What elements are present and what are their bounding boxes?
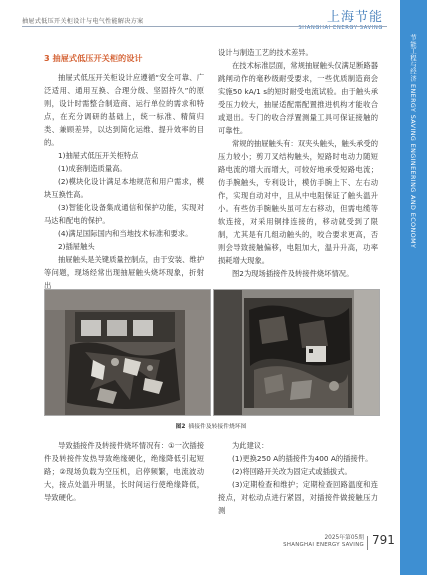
list-item: (4)满足国际国内和当地技术标准和要求。 xyxy=(58,229,193,238)
figure-number: 图2 xyxy=(175,424,186,430)
footer-divider xyxy=(367,536,368,550)
right-column-top xyxy=(218,46,378,280)
page-number: 791 xyxy=(372,533,395,547)
subheading: 1)抽屉式低压开关柜特点 xyxy=(58,151,139,160)
header-rule xyxy=(22,26,387,27)
section-title: 3 抽屉式低压开关柜的设计 xyxy=(44,53,143,63)
brand-name-en: SHANGHAI ENERGY SAVING xyxy=(298,25,383,31)
paragraph: 常规的抽屉触头有：双夹头触头，触头承受的压力较小；剪刀叉结构触头，短路时电动力随短路电流的增大而增大，可较好地承受短路电流；仿手腕触头，专利设计，模仿手腕上下、左右动作，实现自动对中，且从中电阻保证了触头温升小。有些仿手腕触头虽可左右移动，但需电缆等软连接，对采用铜排连接的，移动就受到了限制，尤其是有几组动触头的，咬合要求更高，否则会导致接触偏移，电阻加大，温升升高，功率损耗增大现象。 xyxy=(218,139,378,265)
burned-connector-photo-right xyxy=(213,289,380,416)
paragraph: 为此建议： xyxy=(232,441,269,450)
left-column-top xyxy=(44,52,204,292)
list-item: (2)将回路开关改为固定式或插拔式。 xyxy=(232,467,352,476)
brand-name-cn: 上海节能 xyxy=(326,10,383,25)
burned-connector-photo-left xyxy=(44,289,211,416)
figure-caption xyxy=(44,421,378,430)
paragraph: 抽屉触头是关键质量控制点，由于安装、维护等问题，现场经常出现抽屉触头烧坏现象，折射出 xyxy=(44,255,204,290)
list-item: (1)成套制造质量高。 xyxy=(58,164,127,173)
running-header: 抽屉式低压开关柜设计与电气性能解决方案 xyxy=(22,18,144,25)
list-item: (3)定期检查和维护；定期检查回路温度和连接点，对松动点进行紧固，对插接件做接触压力测 xyxy=(218,480,378,515)
list-item: (1)更换250 A的插接件为400 A的插接件。 xyxy=(232,454,373,463)
subheading: 2)插屉触头 xyxy=(58,242,95,251)
right-column-bottom xyxy=(218,439,378,517)
journal-brand xyxy=(298,11,383,32)
list-item: (3)智能化设备集成通信和保护功能，实现对马达和配电的保护。 xyxy=(44,203,204,225)
footer-journal-name: SHANGHAI ENERGY SAVING xyxy=(283,542,364,548)
paragraph: 图2为现场插接件及转接件烧坏情况。 xyxy=(232,269,354,278)
side-band-label: 节能工程与经济 ENERGY SAVING ENGINEERING AND ECONOMY xyxy=(409,34,417,249)
list-item: (2)模块化设计满足本地规范和用户需求，模块互换性高。 xyxy=(44,177,204,199)
paragraph: 导致插接件及转接件烧坏情况有：①一次插接件及转接件发热导致绝缘硬化，绝缘降低引起短路；②现场负载为空压机，启停频繁，电流波动大，接点处温升明显，长时间运行使绝缘降低，导致硬化。 xyxy=(44,441,204,502)
paragraph: 在技术标准层面，常规抽屉触头仅满足断路器跳闸动作的毫秒级耐受要求，一些优质制造商会实施50 kA/1 s的短时耐受电流试验。由于触头承受压力较大，抽屉适配需配置推进机构才能收合或退出。专门的收合浮置测量工具可保证接触的可靠性。 xyxy=(218,61,378,135)
figure-caption-text: 插接件及转接件烧坏图 xyxy=(188,424,247,430)
paragraph: 抽屉式低压开关柜设计应遵循“安全可靠、广泛适用、通用互换、合理分级、坚固持久”的原则，设计时需整合制造商、运行单位的需求和特点，在充分调研的基础上，统一标准、精简归类、兼顾差异，以达到简化运维、提升效率的目的。 xyxy=(44,73,204,147)
paragraph: 设计与制造工艺的技术差异。 xyxy=(218,48,313,57)
left-column-bottom xyxy=(44,439,204,504)
footer-issue: 2025年第05期 xyxy=(324,535,364,541)
